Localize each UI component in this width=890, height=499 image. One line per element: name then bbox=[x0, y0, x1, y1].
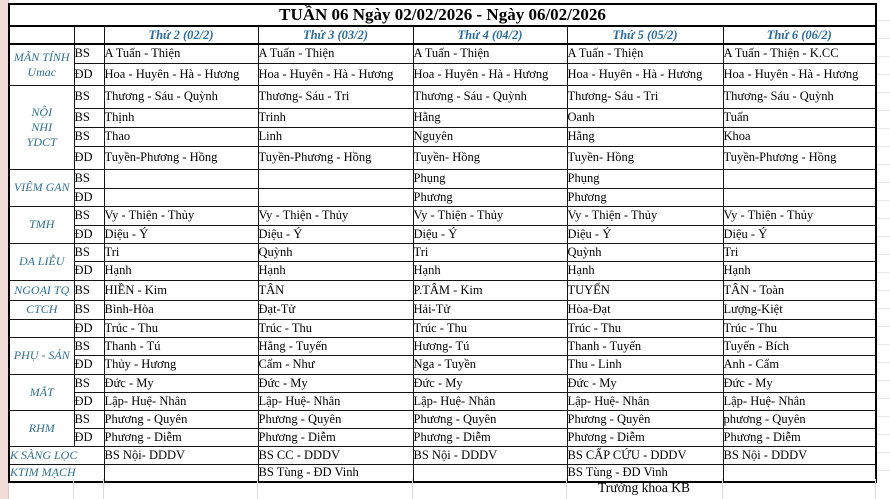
gridline bbox=[412, 479, 413, 499]
schedule-cell[interactable]: Phương - Quyên bbox=[413, 410, 567, 428]
schedule-cell[interactable]: A Tuấn - Thiện bbox=[413, 44, 567, 63]
staff-type-label: BS bbox=[74, 85, 104, 108]
schedule-cell[interactable]: Tuyền-Phương - Hồng bbox=[258, 146, 413, 169]
schedule-cell[interactable]: Đức - My bbox=[723, 374, 876, 392]
schedule-cell[interactable]: Hoa - Huyên - Hà - Hương bbox=[104, 63, 258, 85]
schedule-cell[interactable]: Linh bbox=[258, 127, 413, 146]
dept-label-line: K SÀNG LỌC bbox=[10, 447, 78, 462]
staff-type-label: BS bbox=[74, 44, 104, 63]
schedule-cell[interactable]: Hằng bbox=[567, 127, 723, 146]
schedule-cell[interactable]: P.TÂM - Kim bbox=[413, 280, 567, 300]
schedule-cell[interactable]: Lượng-Kiệt bbox=[723, 300, 876, 319]
schedule-cell[interactable] bbox=[723, 169, 876, 188]
schedule-cell[interactable]: Lập- Huệ- Nhân bbox=[723, 392, 876, 410]
schedule-cell[interactable]: BS Tùng - ĐD Vinh bbox=[258, 464, 413, 482]
dept-label bbox=[9, 319, 74, 337]
dept-label-line: NHI bbox=[31, 119, 53, 134]
schedule-cell[interactable]: Phương - Diễm bbox=[104, 428, 258, 446]
page-title: TUẦN 06 Ngày 02/02/2026 - Ngày 06/02/2026 bbox=[9, 4, 876, 26]
schedule-row bbox=[9, 319, 876, 337]
staff-type-label: BS bbox=[74, 243, 104, 261]
staff-type-label: BS bbox=[74, 300, 104, 319]
schedule-cell[interactable]: Vy - Thiện - Thủy bbox=[567, 206, 723, 225]
dept-label bbox=[9, 85, 74, 169]
staff-type-label: BS bbox=[74, 337, 104, 355]
schedule-cell[interactable]: Diệu - Ý bbox=[413, 225, 567, 243]
schedule-cell[interactable]: BS CẤP CỨU - DDDV bbox=[567, 446, 723, 464]
schedule-row bbox=[9, 206, 876, 225]
schedule-cell[interactable]: Phương bbox=[413, 188, 567, 206]
gridline bbox=[875, 479, 876, 499]
dept-label bbox=[9, 300, 74, 319]
schedule-cell[interactable]: Trúc - Thu bbox=[413, 319, 567, 337]
schedule-row bbox=[9, 280, 876, 300]
schedule-cell[interactable]: Trinh bbox=[258, 108, 413, 127]
schedule-row bbox=[9, 146, 876, 169]
schedule-cell[interactable]: Tri bbox=[723, 243, 876, 261]
schedule-cell[interactable]: Khoa bbox=[723, 127, 876, 146]
schedule-cell[interactable]: Vy - Thiện - Thủy bbox=[413, 206, 567, 225]
staff-type-label: BS bbox=[74, 280, 104, 300]
schedule-cell[interactable]: Thương- Sáu - Quỳnh bbox=[723, 85, 876, 108]
schedule-row bbox=[9, 261, 876, 280]
schedule-cell[interactable]: Bình-Hòa bbox=[104, 300, 258, 319]
day-header-fri: Thứ 6 (06/2) bbox=[723, 26, 876, 44]
schedule-cell[interactable]: Thương - Sáu - Quỳnh bbox=[104, 85, 258, 108]
dept-header-corner bbox=[9, 26, 74, 44]
schedule-row bbox=[9, 63, 876, 85]
schedule-cell[interactable]: Thương - Sáu - Quỳnh bbox=[413, 85, 567, 108]
schedule-cell[interactable]: Thương- Sáu - Tri bbox=[567, 85, 723, 108]
dept-label-line: TMH bbox=[29, 217, 55, 231]
schedule-cell[interactable]: Hải-Tử bbox=[413, 300, 567, 319]
schedule-cell[interactable]: Phụng bbox=[567, 169, 723, 188]
schedule-row bbox=[9, 108, 876, 127]
schedule-cell[interactable]: Phụng bbox=[413, 169, 567, 188]
staff-type-label: ĐD bbox=[74, 428, 104, 446]
gridline bbox=[73, 479, 74, 499]
schedule-cell[interactable]: Đạt-Tử bbox=[258, 300, 413, 319]
staff-type-label: BS bbox=[74, 169, 104, 188]
schedule-cell[interactable] bbox=[413, 464, 567, 482]
schedule-row bbox=[9, 169, 876, 188]
schedule-cell[interactable]: Hạnh bbox=[258, 261, 413, 280]
schedule-cell[interactable]: Hương- Tú bbox=[413, 337, 567, 355]
schedule-row bbox=[9, 410, 876, 428]
dept-label bbox=[9, 374, 74, 410]
footer-signature: Trưởng khoa KB bbox=[598, 480, 690, 495]
schedule-row bbox=[9, 355, 876, 374]
dept-label bbox=[9, 169, 74, 206]
schedule-cell[interactable] bbox=[723, 188, 876, 206]
schedule-row bbox=[9, 300, 876, 319]
dept-label-line: DA LIỄU bbox=[19, 254, 65, 268]
schedule-cell[interactable]: Đức - My bbox=[413, 374, 567, 392]
schedule-cell[interactable]: Đức - My bbox=[567, 374, 723, 392]
day-header-mon: Thứ 2 (02/2) bbox=[104, 26, 258, 44]
schedule-cell[interactable]: BS Nội- DDDV bbox=[104, 446, 258, 464]
schedule-row bbox=[9, 374, 876, 392]
staff-type-label: ĐD bbox=[74, 225, 104, 243]
schedule-cell[interactable]: BS Tùng - ĐD Vinh bbox=[567, 464, 723, 482]
schedule-cell[interactable]: Thanh - Tuyến bbox=[567, 337, 723, 355]
dept-label bbox=[9, 410, 74, 446]
schedule-cell[interactable]: Cẩm - Như bbox=[258, 355, 413, 374]
schedule-cell[interactable]: Quỳnh bbox=[567, 243, 723, 261]
schedule-cell[interactable]: Diệu - Ý bbox=[567, 225, 723, 243]
schedule-cell[interactable]: Tuyền-Phương - Hồng bbox=[104, 146, 258, 169]
staff-type-label: ĐD bbox=[74, 261, 104, 280]
schedule-cell[interactable]: Vy - Thiện - Thủy bbox=[104, 206, 258, 225]
gridline bbox=[103, 479, 104, 499]
schedule-cell[interactable]: Vy - Thiện - Thủy bbox=[258, 206, 413, 225]
schedule-row bbox=[9, 188, 876, 206]
schedule-cell[interactable]: Lập- Huệ- Nhân bbox=[258, 392, 413, 410]
schedule-cell[interactable]: Đức - My bbox=[258, 374, 413, 392]
type-header-corner bbox=[74, 26, 104, 44]
dept-label-line: Umac bbox=[27, 64, 57, 79]
schedule-cell[interactable]: BS CC - DDDV bbox=[258, 446, 413, 464]
schedule-cell[interactable]: TÂN - Toàn bbox=[723, 280, 876, 300]
dept-label bbox=[9, 446, 104, 464]
schedule-cell[interactable]: Tuyến - Bích bbox=[723, 337, 876, 355]
schedule-cell[interactable]: Nguyên bbox=[413, 127, 567, 146]
schedule-cell[interactable]: A Tuấn - Thiện bbox=[567, 44, 723, 63]
staff-type-label: BS bbox=[74, 108, 104, 127]
schedule-cell[interactable]: Tri bbox=[413, 243, 567, 261]
schedule-cell[interactable]: Hoa - Huyên - Hà - Hương bbox=[413, 63, 567, 85]
schedule-cell[interactable]: A Tuấn - Thiện bbox=[258, 44, 413, 63]
schedule-cell[interactable]: Phương - Quyên bbox=[567, 410, 723, 428]
schedule-cell[interactable]: Đức - My bbox=[104, 374, 258, 392]
schedule-cell[interactable]: phương - Quyên bbox=[723, 410, 876, 428]
schedule-cell[interactable] bbox=[104, 169, 258, 188]
schedule-cell[interactable] bbox=[723, 464, 876, 482]
dept-label bbox=[9, 44, 74, 85]
schedule-cell[interactable]: TÂN bbox=[258, 280, 413, 300]
schedule-cell[interactable]: Hoa - Huyên - Hà - Hương bbox=[723, 63, 876, 85]
schedule-row bbox=[9, 44, 876, 63]
dept-label-line: KTIM MẠCH bbox=[10, 465, 76, 480]
schedule-cell[interactable]: Thu - Linh bbox=[567, 355, 723, 374]
dept-label-line: CTCH bbox=[26, 302, 58, 316]
schedule-cell[interactable]: Vy - Thiện - Thủy bbox=[723, 206, 876, 225]
schedule-cell[interactable]: Hạnh bbox=[104, 261, 258, 280]
schedule-cell[interactable]: A Tuấn - Thiện bbox=[104, 44, 258, 63]
schedule-cell[interactable]: Lập- Huệ- Nhân bbox=[567, 392, 723, 410]
schedule-cell[interactable]: Diệu - Ý bbox=[723, 225, 876, 243]
schedule-cell[interactable]: Phương - Quyên bbox=[104, 410, 258, 428]
dept-label-line: YDCT bbox=[26, 134, 57, 149]
schedule-cell[interactable]: Trúc - Thu bbox=[258, 319, 413, 337]
schedule-cell[interactable] bbox=[104, 464, 258, 482]
schedule-cell[interactable]: Thương- Sáu - Tri bbox=[258, 85, 413, 108]
schedule-cell[interactable]: Thanh - Tú bbox=[104, 337, 258, 355]
gridline bbox=[257, 479, 258, 499]
schedule-cell[interactable]: Trúc - Thu bbox=[104, 319, 258, 337]
schedule-cell[interactable]: Hạnh bbox=[723, 261, 876, 280]
schedule-cell[interactable]: Hòa-Đạt bbox=[567, 300, 723, 319]
schedule-cell[interactable]: Quỳnh bbox=[258, 243, 413, 261]
duty-schedule-table bbox=[8, 3, 877, 483]
title-row bbox=[9, 4, 876, 26]
schedule-cell[interactable] bbox=[258, 169, 413, 188]
staff-type-label: ĐD bbox=[74, 63, 104, 85]
dept-label bbox=[9, 337, 74, 374]
schedule-row bbox=[9, 428, 876, 446]
dept-label-line: RHM bbox=[28, 420, 55, 435]
day-header-tue: Thứ 3 (03/2) bbox=[258, 26, 413, 44]
schedule-cell[interactable]: Diệu - Ý bbox=[258, 225, 413, 243]
staff-type-label: ĐD bbox=[74, 146, 104, 169]
dept-label-line: NỘI bbox=[31, 104, 53, 119]
dept-label bbox=[9, 243, 74, 280]
schedule-cell[interactable]: Tuyền- Hồng bbox=[413, 146, 567, 169]
schedule-cell[interactable]: Tuyền-Phương - Hồng bbox=[723, 146, 876, 169]
schedule-cell[interactable]: Tuấn bbox=[723, 108, 876, 127]
schedule-cell[interactable]: Thủy - Hương bbox=[104, 355, 258, 374]
staff-type-label: BS bbox=[74, 410, 104, 428]
gridline bbox=[722, 479, 723, 499]
schedule-cell[interactable]: Trúc - Thu bbox=[567, 319, 723, 337]
schedule-cell[interactable]: Nga - Tuyền bbox=[413, 355, 567, 374]
staff-type-label: ĐD bbox=[74, 392, 104, 410]
dept-label bbox=[9, 280, 74, 300]
schedule-cell[interactable]: Trúc - Thu bbox=[723, 319, 876, 337]
staff-type-label: ĐD bbox=[74, 319, 104, 337]
schedule-cell[interactable] bbox=[258, 188, 413, 206]
schedule-cell[interactable]: Oanh bbox=[567, 108, 723, 127]
day-header-wed: Thứ 4 (04/2) bbox=[413, 26, 567, 44]
schedule-cell[interactable]: Lập- Huệ- Nhân bbox=[413, 392, 567, 410]
schedule-cell[interactable]: Lập- Huệ- Nhân bbox=[104, 392, 258, 410]
schedule-cell[interactable]: Phương - Diễm bbox=[723, 428, 876, 446]
schedule-row bbox=[9, 464, 876, 482]
schedule-cell[interactable]: Phương - Diễm bbox=[567, 428, 723, 446]
schedule-row bbox=[9, 225, 876, 243]
schedule-cell[interactable]: Phương - Diễm bbox=[258, 428, 413, 446]
dept-label-line: VIÊM GAN bbox=[13, 180, 70, 194]
schedule-cell[interactable]: TUYẾN bbox=[567, 280, 723, 300]
schedule-cell[interactable]: Phương - Quyên bbox=[258, 410, 413, 428]
schedule-cell[interactable]: Thịnh bbox=[104, 108, 258, 127]
schedule-cell[interactable]: Thao bbox=[104, 127, 258, 146]
schedule-cell[interactable]: Hằng bbox=[413, 108, 567, 127]
schedule-cell[interactable]: Hoa - Huyên - Hà - Hương bbox=[567, 63, 723, 85]
right-margin-gridlines bbox=[876, 3, 890, 479]
schedule-cell[interactable]: Hằng - Tuyến bbox=[258, 337, 413, 355]
schedule-row bbox=[9, 127, 876, 146]
schedule-cell[interactable]: Phương - Diễm bbox=[413, 428, 567, 446]
schedule-cell[interactable]: Phương bbox=[567, 188, 723, 206]
gridline bbox=[566, 479, 567, 499]
schedule-cell[interactable]: BS Nội - DDDV bbox=[413, 446, 567, 464]
dept-label-line: NGOẠI TQ bbox=[14, 282, 70, 297]
schedule-cell[interactable]: Hoa - Huyên - Hà - Hương bbox=[258, 63, 413, 85]
schedule-cell[interactable]: A Tuấn - Thiện - K.CC bbox=[723, 44, 876, 63]
dept-label bbox=[9, 464, 104, 482]
schedule-cell[interactable]: Tri bbox=[104, 243, 258, 261]
staff-type-label: BS bbox=[74, 206, 104, 225]
staff-type-label: BS bbox=[74, 127, 104, 146]
schedule-row bbox=[9, 85, 876, 108]
schedule-cell[interactable]: Hạnh bbox=[413, 261, 567, 280]
dept-label-line: MẮT bbox=[29, 384, 54, 399]
schedule-cell[interactable]: Hạnh bbox=[567, 261, 723, 280]
dept-label-line: PHỤ - SẢN bbox=[13, 348, 70, 362]
schedule-row bbox=[9, 392, 876, 410]
schedule-row bbox=[9, 446, 876, 464]
schedule-cell[interactable]: Tuyền- Hồng bbox=[567, 146, 723, 169]
schedule-row bbox=[9, 337, 876, 355]
schedule-cell[interactable]: Anh - Cẩm bbox=[723, 355, 876, 374]
day-header-thu: Thứ 5 (05/2) bbox=[567, 26, 723, 44]
staff-type-label: ĐD bbox=[74, 188, 104, 206]
dept-label-line: MÃN TÍNH bbox=[13, 49, 70, 64]
schedule-cell[interactable] bbox=[104, 188, 258, 206]
dept-label bbox=[9, 206, 74, 243]
staff-type-label: BS bbox=[74, 374, 104, 392]
schedule-row bbox=[9, 243, 876, 261]
schedule-cell[interactable]: HIỀN - Kim bbox=[104, 280, 258, 300]
schedule-cell[interactable]: BS Nội - DDDV bbox=[723, 446, 876, 464]
staff-type-label: ĐD bbox=[74, 355, 104, 374]
day-header-row bbox=[9, 26, 876, 44]
schedule-cell[interactable]: Diệu - Ý bbox=[104, 225, 258, 243]
